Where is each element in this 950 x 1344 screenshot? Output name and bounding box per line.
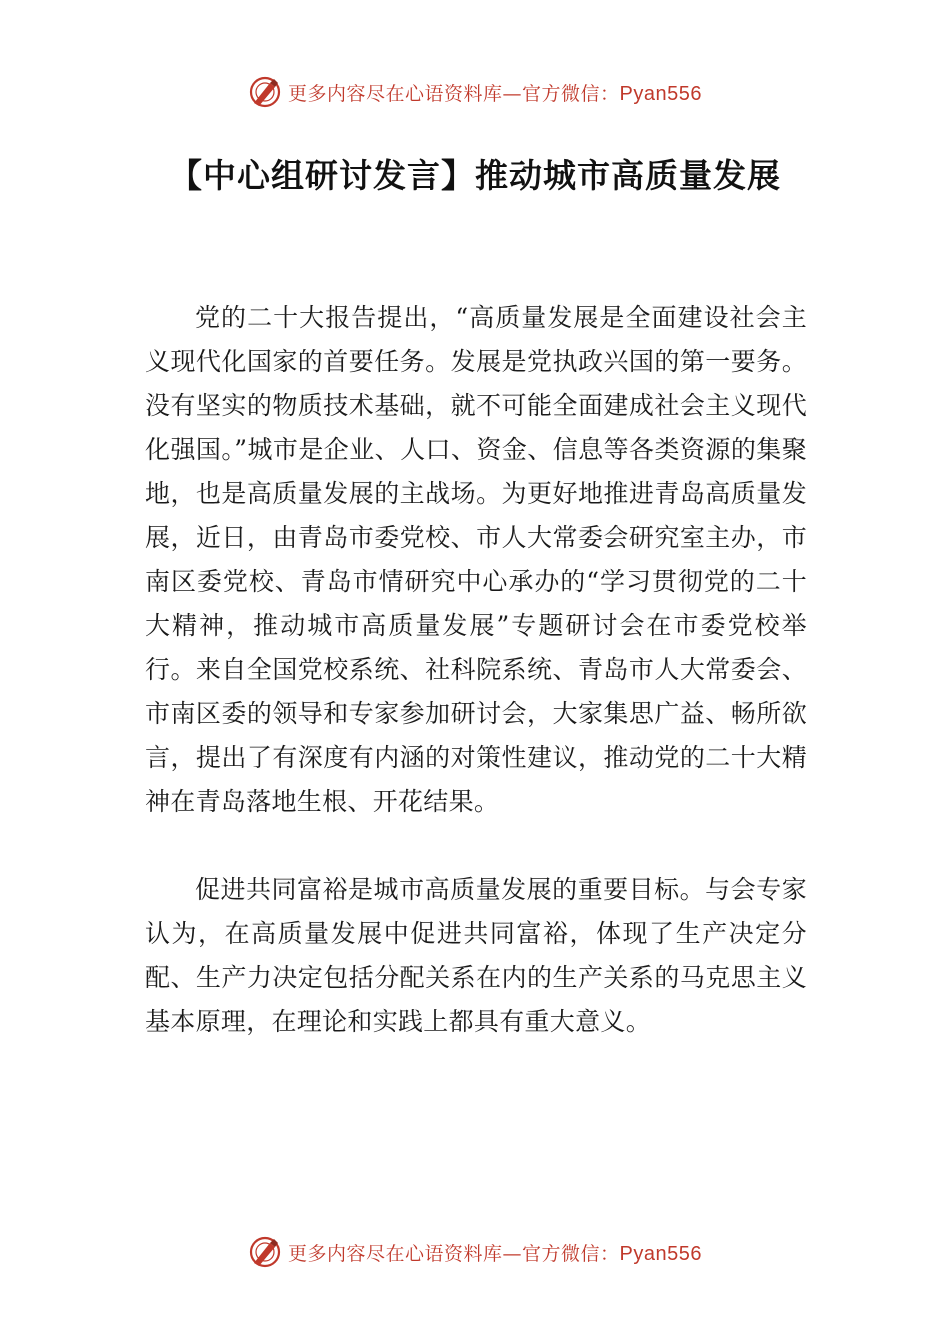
header-banner: [0, 72, 950, 112]
document-body: [145, 296, 807, 1044]
footer-banner: [0, 1232, 950, 1272]
pen-nib-logo-icon: [248, 75, 282, 109]
wechat-id: Pyan556: [619, 82, 702, 105]
banner-text: 更多内容尽在心语资料库—官方微信：Pyan556: [288, 82, 702, 105]
document-title: 【中心组研讨发言】推动城市高质量发展: [169, 156, 781, 195]
banner-text: 更多内容尽在心语资料库—官方微信：Pyan556: [288, 1242, 702, 1265]
paragraph-1: 党的二十大报告提出，“高质量发展是全面建设社会主义现代化国家的首要任务。发展是党执政兴国的第一要务。没有坚实的物质技术基础，就不可能全面建成社会主义现代化强国。”城市是企业、人口、资金、信息等各类资源的集聚地，也是高质量发展的主战场。为更好地推进青岛高质量发展，近日，由青岛市委党校、市人大常委会研究室主办，市南区委党校、青岛市情研究中心承办的“学习贯彻党的二十大精神，推动城市高质量发展”专题研讨会在市委党校举行。来自全国党校系统、社科院系统、青岛市人大常委会、市南区委的领导和专家参加研讨会，大家集思广益、畅所欲言，提出了有深度有内涵的对策性建议，推动党的二十大精神在青岛落地生根、开花结果。: [145, 303, 807, 816]
paragraph-2: 促进共同富裕是城市高质量发展的重要目标。与会专家认为，在高质量发展中促进共同富裕，体现了生产决定分配、生产力决定包括分配关系在内的生产关系的马克思主义基本原理，在理论和实践上都具有重大意义。: [145, 875, 807, 1036]
pen-nib-logo-icon: [248, 1235, 282, 1269]
wechat-id: Pyan556: [619, 1242, 702, 1265]
